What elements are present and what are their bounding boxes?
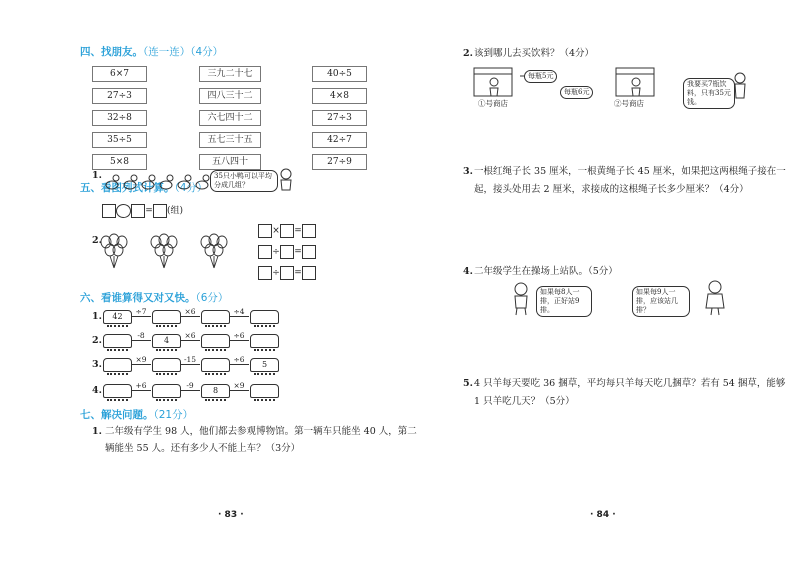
match-col1-cell[interactable]: 5×8 xyxy=(92,154,147,170)
train-op: ÷6 xyxy=(229,355,249,364)
train-car[interactable]: 5 xyxy=(250,358,279,372)
op-symbol: ÷ xyxy=(272,268,280,278)
section7-heading xyxy=(80,407,193,422)
match-col3-cell[interactable]: 42÷7 xyxy=(312,132,367,148)
train-car[interactable] xyxy=(103,358,132,372)
match-col3-cell[interactable]: 27÷9 xyxy=(312,154,367,170)
page-number-right: · 84 · xyxy=(590,510,616,520)
train-op: ×9 xyxy=(131,355,151,364)
store1-price-bubble: 每瓶5元 xyxy=(524,70,557,83)
train-op: -9 xyxy=(180,381,200,390)
answer-box[interactable] xyxy=(280,245,294,259)
problem-text: 该到哪儿去买饮料？（4分） xyxy=(474,48,595,59)
train-car[interactable] xyxy=(201,310,230,324)
section7-points: （21分） xyxy=(153,409,194,421)
train-car[interactable] xyxy=(103,334,132,348)
match-col2-cell[interactable]: 五八四十 xyxy=(199,154,261,170)
section5-points: （4分） xyxy=(174,182,208,194)
answer-box[interactable] xyxy=(280,266,294,280)
problem-text: 一根红绳子长 35 厘米，一根黄绳子长 45 厘米，如果把这两根绳子接在一 xyxy=(474,166,786,177)
answer-box[interactable] xyxy=(302,266,316,280)
op-symbol: = xyxy=(294,226,302,236)
train-car[interactable] xyxy=(103,384,132,398)
q2-equation-3 xyxy=(258,266,316,280)
q2-equation-2 xyxy=(258,245,316,259)
match-col1-cell[interactable]: 6×7 xyxy=(92,66,147,82)
train-op: ÷7 xyxy=(131,307,151,316)
answer-box[interactable] xyxy=(258,245,272,259)
child-speech-bubble: 我要买7瓶饮料，只有35元钱。 xyxy=(683,78,735,109)
train-car[interactable] xyxy=(152,310,181,324)
op-symbol: ÷ xyxy=(272,247,280,257)
q2-equation-1 xyxy=(258,224,316,238)
train-op: ÷6 xyxy=(229,331,249,340)
problem-text: 4 只羊每天要吃 36 捆草，平均每只羊每天吃几捆草？若有 54 捆草，能够 xyxy=(474,378,786,389)
problem-number: 5. xyxy=(463,378,473,389)
q2-number: 2. xyxy=(92,235,102,246)
q1-number: 1. xyxy=(92,170,102,181)
section6-points: （6分） xyxy=(195,292,229,304)
answer-box[interactable] xyxy=(302,224,316,238)
op-symbol: = xyxy=(294,268,302,278)
train-op: ×9 xyxy=(229,381,249,390)
op-symbol: = xyxy=(294,247,302,257)
section4-title: 四、找朋友。 xyxy=(80,46,143,58)
section6-heading xyxy=(80,290,228,305)
girl-figure-icon xyxy=(704,280,726,316)
monkey-icon xyxy=(276,168,296,194)
calc-row-number: 1. xyxy=(92,311,102,322)
train-car[interactable]: 42 xyxy=(103,310,132,324)
match-col1-cell[interactable]: 35÷5 xyxy=(92,132,147,148)
train-car[interactable] xyxy=(250,334,279,348)
train-op: ÷4 xyxy=(229,307,249,316)
store1-label: ①号商店 xyxy=(478,99,508,108)
girl-speech-bubble: 如果每9人一排，应该站几排？ xyxy=(632,286,690,317)
problem-number: 3. xyxy=(463,166,473,177)
answer-box[interactable] xyxy=(153,204,167,218)
problem-text: 1 只羊吃几天？（5分） xyxy=(474,396,575,407)
train-op: -15 xyxy=(180,355,200,364)
problem-number: 2. xyxy=(463,48,473,59)
operator-circle[interactable] xyxy=(116,204,131,218)
train-car[interactable] xyxy=(250,384,279,398)
match-col3-cell[interactable]: 27÷3 xyxy=(312,110,367,126)
boy-figure-icon xyxy=(510,282,532,316)
section4-heading xyxy=(80,44,223,59)
q1-answer-row: = (组) xyxy=(102,203,183,218)
section5-title: 五、看图列式计算。 xyxy=(80,182,175,194)
problem-text: 辆能坐 55 人。还有多少人不能上车？（3分） xyxy=(105,443,301,454)
section7-title: 七、解决问题。 xyxy=(80,409,154,421)
train-car[interactable]: 8 xyxy=(201,384,230,398)
match-col1-cell[interactable]: 27÷3 xyxy=(92,88,147,104)
store2-price-bubble: 每瓶6元 xyxy=(560,86,593,99)
problem-text: 起，接头处用去 2 厘米，求接成的这根绳子长多少厘米？（4分） xyxy=(474,184,749,195)
train-car[interactable]: 4 xyxy=(152,334,181,348)
section4-sub: （连一连） xyxy=(143,46,191,58)
problem-number: 1. xyxy=(92,426,102,437)
store2-label: ②号商店 xyxy=(614,99,644,108)
train-op: ×6 xyxy=(180,331,200,340)
q1-unit: (组) xyxy=(167,206,184,216)
match-col2-cell[interactable]: 五七三十五 xyxy=(199,132,261,148)
train-car[interactable] xyxy=(152,384,181,398)
answer-box[interactable] xyxy=(258,224,272,238)
match-col3-cell[interactable]: 4×8 xyxy=(312,88,367,104)
op-symbol: × xyxy=(272,226,280,236)
calc-row-number: 4. xyxy=(92,385,102,396)
problem-number: 4. xyxy=(463,266,473,277)
match-col2-cell[interactable]: 六七四十二 xyxy=(199,110,261,126)
answer-box[interactable] xyxy=(302,245,316,259)
calc-row-number: 3. xyxy=(92,359,102,370)
ducks-illustration xyxy=(104,172,214,192)
problem-text: 二年级学生在操场上站队。（5分） xyxy=(474,266,618,277)
page-number-left: · 83 · xyxy=(218,510,244,520)
problem-text: 二年级有学生 98 人，他们都去参观博物馆。第一辆车只能坐 40 人，第二 xyxy=(105,426,417,437)
match-col1-cell[interactable]: 32÷8 xyxy=(92,110,147,126)
train-op: +6 xyxy=(131,381,151,390)
answer-box[interactable] xyxy=(258,266,272,280)
train-car[interactable] xyxy=(201,358,230,372)
balloons-illustration xyxy=(98,232,238,272)
q1-speech-bubble: 35只小鸭可以平均分成几组？ xyxy=(210,170,278,192)
calc-row-number: 2. xyxy=(92,335,102,346)
match-col3-cell[interactable]: 40÷5 xyxy=(312,66,367,82)
train-car[interactable] xyxy=(250,310,279,324)
section4-points: （4分） xyxy=(190,46,224,58)
answer-box[interactable] xyxy=(131,204,145,218)
match-col2-cell[interactable]: 三九二十七 xyxy=(199,66,261,82)
boy-speech-bubble: 如果每8人一排，正好站9排。 xyxy=(536,286,592,317)
answer-box[interactable] xyxy=(280,224,294,238)
match-col2-cell[interactable]: 四八三十二 xyxy=(199,88,261,104)
train-op: ×6 xyxy=(180,307,200,316)
section6-title: 六、看谁算得又对又快。 xyxy=(80,292,196,304)
train-op: -8 xyxy=(131,331,151,340)
train-car[interactable] xyxy=(201,334,230,348)
train-car[interactable] xyxy=(152,358,181,372)
answer-box[interactable] xyxy=(102,204,116,218)
